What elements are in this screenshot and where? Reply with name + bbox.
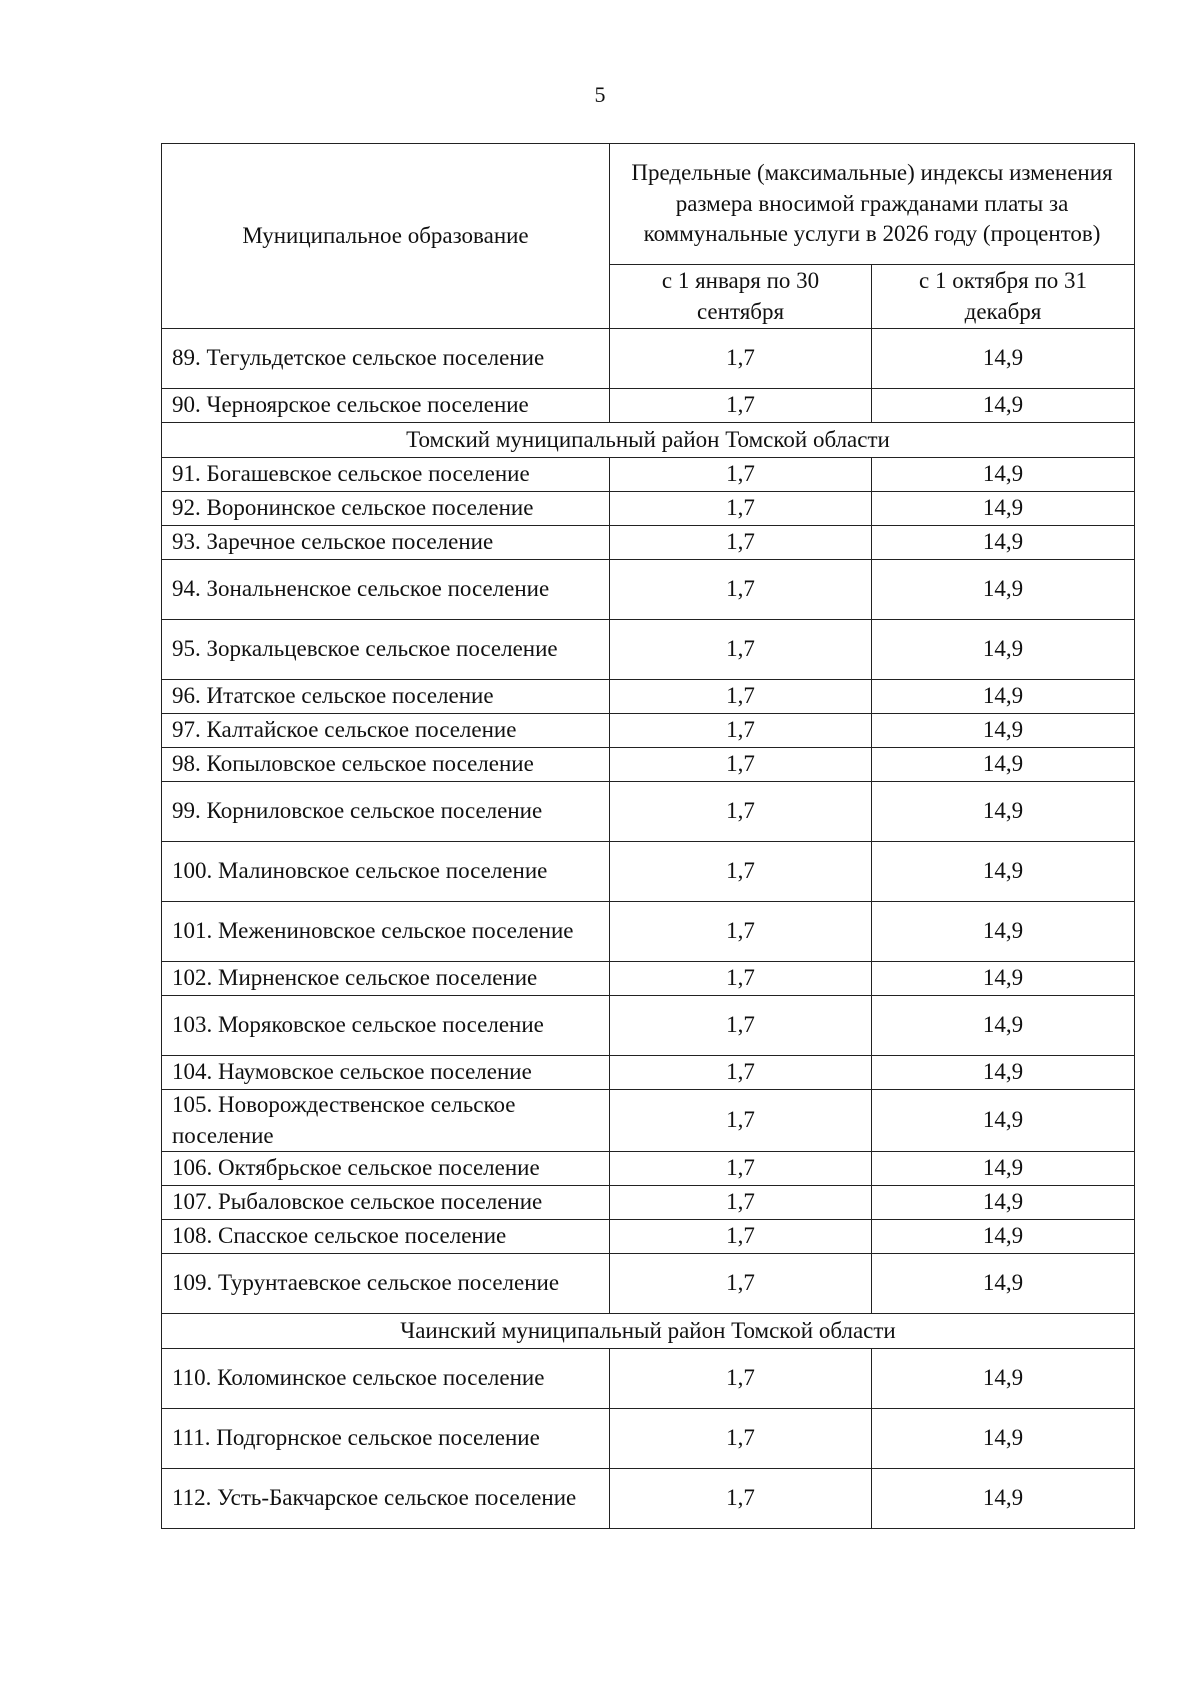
index-oct-dec: 14,9 bbox=[872, 1254, 1135, 1314]
section-row bbox=[162, 1314, 1135, 1349]
section-title: Томский муниципальный район Томской области bbox=[162, 423, 1135, 458]
index-jan-sep: 1,7 bbox=[610, 458, 872, 492]
index-oct-dec: 14,9 bbox=[872, 1056, 1135, 1090]
index-jan-sep: 1,7 bbox=[610, 1349, 872, 1409]
column-header-period-2: с 1 октября по 31 декабря bbox=[872, 265, 1135, 329]
table-row bbox=[162, 1220, 1135, 1254]
index-jan-sep: 1,7 bbox=[610, 680, 872, 714]
index-jan-sep: 1,7 bbox=[610, 714, 872, 748]
table-row bbox=[162, 620, 1135, 680]
table-row bbox=[162, 714, 1135, 748]
table-row bbox=[162, 842, 1135, 902]
municipality-name: 91. Богашевское сельское поселение bbox=[162, 458, 610, 492]
index-jan-sep: 1,7 bbox=[610, 1220, 872, 1254]
municipality-name: 98. Копыловское сельское поселение bbox=[162, 748, 610, 782]
index-oct-dec: 14,9 bbox=[872, 902, 1135, 962]
municipality-name: 103. Моряковское сельское поселение bbox=[162, 996, 610, 1056]
table-row bbox=[162, 389, 1135, 423]
index-oct-dec: 14,9 bbox=[872, 714, 1135, 748]
table-row bbox=[162, 329, 1135, 389]
index-jan-sep: 1,7 bbox=[610, 782, 872, 842]
index-jan-sep: 1,7 bbox=[610, 560, 872, 620]
table-row bbox=[162, 1469, 1135, 1529]
municipality-name: 92. Воронинское сельское поселение bbox=[162, 492, 610, 526]
index-oct-dec: 14,9 bbox=[872, 1090, 1135, 1152]
municipality-name: 104. Наумовское сельское поселение bbox=[162, 1056, 610, 1090]
table-row bbox=[162, 680, 1135, 714]
index-jan-sep: 1,7 bbox=[610, 1056, 872, 1090]
municipality-name: 94. Зональненское сельское поселение bbox=[162, 560, 610, 620]
index-jan-sep: 1,7 bbox=[610, 620, 872, 680]
column-header-municipality: Муниципальное образование bbox=[162, 144, 610, 329]
index-jan-sep: 1,7 bbox=[610, 748, 872, 782]
table-row bbox=[162, 902, 1135, 962]
municipality-name: 111. Подгорнское сельское поселение bbox=[162, 1409, 610, 1469]
municipality-name: 99. Корниловское сельское поселение bbox=[162, 782, 610, 842]
municipality-name: 89. Тегульдетское сельское поселение bbox=[162, 329, 610, 389]
column-header-indices: Предельные (максимальные) индексы изменения размера вносимой гражданами платы за коммунальные услуги в 2026 году (процентов) bbox=[610, 144, 1135, 265]
municipality-name: 102. Мирненское сельское поселение bbox=[162, 962, 610, 996]
municipality-name: 90. Черноярское сельское поселение bbox=[162, 389, 610, 423]
municipality-name: 105. Новорождественское сельское поселение bbox=[162, 1090, 610, 1152]
index-oct-dec: 14,9 bbox=[872, 962, 1135, 996]
municipality-name: 108. Спасское сельское поселение bbox=[162, 1220, 610, 1254]
index-oct-dec: 14,9 bbox=[872, 620, 1135, 680]
index-oct-dec: 14,9 bbox=[872, 1152, 1135, 1186]
index-oct-dec: 14,9 bbox=[872, 560, 1135, 620]
index-jan-sep: 1,7 bbox=[610, 996, 872, 1056]
tariff-index-table bbox=[161, 143, 1135, 1529]
municipality-name: 100. Малиновское сельское поселение bbox=[162, 842, 610, 902]
index-jan-sep: 1,7 bbox=[610, 1409, 872, 1469]
index-jan-sep: 1,7 bbox=[610, 526, 872, 560]
index-oct-dec: 14,9 bbox=[872, 1409, 1135, 1469]
municipality-name: 112. Усть-Бакчарское сельское поселение bbox=[162, 1469, 610, 1529]
index-oct-dec: 14,9 bbox=[872, 1186, 1135, 1220]
table-row bbox=[162, 748, 1135, 782]
index-jan-sep: 1,7 bbox=[610, 1152, 872, 1186]
index-oct-dec: 14,9 bbox=[872, 1469, 1135, 1529]
table-row bbox=[162, 1056, 1135, 1090]
index-jan-sep: 1,7 bbox=[610, 842, 872, 902]
table-row bbox=[162, 1152, 1135, 1186]
index-oct-dec: 14,9 bbox=[872, 1220, 1135, 1254]
section-row bbox=[162, 423, 1135, 458]
table-row bbox=[162, 458, 1135, 492]
municipality-name: 109. Турунтаевское сельское поселение bbox=[162, 1254, 610, 1314]
table-row bbox=[162, 962, 1135, 996]
index-oct-dec: 14,9 bbox=[872, 526, 1135, 560]
municipality-name: 97. Калтайское сельское поселение bbox=[162, 714, 610, 748]
index-jan-sep: 1,7 bbox=[610, 1469, 872, 1529]
table-row bbox=[162, 526, 1135, 560]
index-oct-dec: 14,9 bbox=[872, 782, 1135, 842]
table-row bbox=[162, 1186, 1135, 1220]
table-body bbox=[162, 329, 1135, 1529]
table-row bbox=[162, 1409, 1135, 1469]
municipality-name: 95. Зоркальцевское сельское поселение bbox=[162, 620, 610, 680]
index-jan-sep: 1,7 bbox=[610, 902, 872, 962]
index-oct-dec: 14,9 bbox=[872, 492, 1135, 526]
municipality-name: 96. Итатское сельское поселение bbox=[162, 680, 610, 714]
index-oct-dec: 14,9 bbox=[872, 996, 1135, 1056]
municipality-name: 101. Межениновское сельское поселение bbox=[162, 902, 610, 962]
index-jan-sep: 1,7 bbox=[610, 492, 872, 526]
table-row bbox=[162, 560, 1135, 620]
table-row bbox=[162, 782, 1135, 842]
index-oct-dec: 14,9 bbox=[872, 842, 1135, 902]
table-row bbox=[162, 1254, 1135, 1314]
index-jan-sep: 1,7 bbox=[610, 1090, 872, 1152]
index-jan-sep: 1,7 bbox=[610, 1254, 872, 1314]
municipality-name: 106. Октябрьское сельское поселение bbox=[162, 1152, 610, 1186]
table-row bbox=[162, 1090, 1135, 1152]
section-title: Чаинский муниципальный район Томской области bbox=[162, 1314, 1135, 1349]
table-row bbox=[162, 996, 1135, 1056]
municipality-name: 107. Рыбаловское сельское поселение bbox=[162, 1186, 610, 1220]
index-oct-dec: 14,9 bbox=[872, 458, 1135, 492]
index-oct-dec: 14,9 bbox=[872, 1349, 1135, 1409]
table-row bbox=[162, 1349, 1135, 1409]
table-row bbox=[162, 492, 1135, 526]
column-header-period-1: с 1 января по 30 сентября bbox=[610, 265, 872, 329]
municipality-name: 110. Коломинское сельское поселение bbox=[162, 1349, 610, 1409]
index-jan-sep: 1,7 bbox=[610, 329, 872, 389]
index-jan-sep: 1,7 bbox=[610, 1186, 872, 1220]
index-oct-dec: 14,9 bbox=[872, 748, 1135, 782]
index-oct-dec: 14,9 bbox=[872, 389, 1135, 423]
index-oct-dec: 14,9 bbox=[872, 680, 1135, 714]
municipality-name: 93. Заречное сельское поселение bbox=[162, 526, 610, 560]
index-jan-sep: 1,7 bbox=[610, 962, 872, 996]
page-number: 5 bbox=[594, 82, 606, 107]
index-jan-sep: 1,7 bbox=[610, 389, 872, 423]
index-oct-dec: 14,9 bbox=[872, 329, 1135, 389]
